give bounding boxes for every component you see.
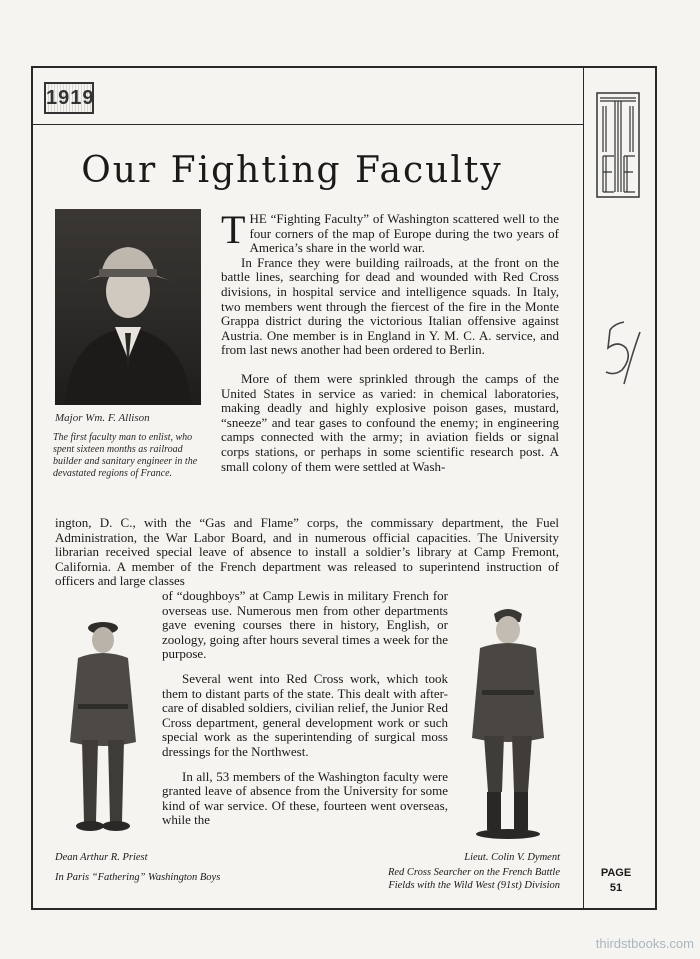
page-number-block — [596, 866, 636, 896]
photo-lieut-dyment — [468, 602, 548, 842]
paragraph-4: Several went into Red Cross work, which took them to distant parts of the state. This dealt with after-care of disabled soldiers, civilian relief, the Junior Red Cross department, general development work or such special work as the superintending of surgical moss dressings for the Northwest. — [162, 670, 448, 759]
handwritten-mark-text: 5 — [602, 318, 603, 319]
paragraph-5: In all, 53 members of the Washington faculty were granted leave of absence from the University for some kind of war service. Of these, fourteen went overseas, while the — [162, 768, 448, 828]
paragraph-3a: More of them were sprinkled through the camps of the United States in service as varied: in chemical laboratories, making deadly and highly explosive poison gases, mustard, “sneeze” and tear gases to confound the enemy; in engineering camps connected with the army; in aviation fields or signal corps stations, or perhaps in some scientific research post. A small colony of them were settled at Wash- — [221, 370, 559, 474]
watermark: thirdstbooks.com — [595, 936, 694, 951]
page-label: PAGE — [600, 867, 632, 879]
article-column-bottom — [162, 589, 448, 828]
page-number: 51 — [609, 882, 623, 894]
page-title: Our Fighting Faculty — [81, 150, 503, 191]
paragraph-3c: of “doughboys” at Camp Lewis in military French for overseas use. Numerous men from other departments gave evening courses there in history, English, or zoology, going after hours several times a week for the purpose. — [162, 588, 448, 662]
portrait-figure — [55, 209, 201, 405]
article-column-top — [221, 207, 559, 474]
caption-dyment-name: Lieut. Colin V. Dyment — [464, 852, 560, 863]
portrait-allison — [55, 209, 201, 405]
caption-dyment-line1: Red Cross Searcher on the French Battle — [387, 867, 560, 878]
drop-cap: T — [221, 207, 246, 252]
handwritten-page-mark — [602, 318, 642, 388]
tyee-logo — [596, 92, 640, 198]
header-rule — [31, 124, 583, 125]
year-badge: 1919 — [44, 82, 94, 114]
portrait-allison-caption: The first faculty man to enlist, who spent sixteen months as railroad builder and sanitary engineer in the devastated regions of France. — [53, 432, 198, 479]
caption-dyment-line2: Fields with the Wild West (91st) Division — [388, 880, 560, 891]
photo-dean-priest — [64, 612, 142, 838]
portrait-allison-name: Major Wm. F. Allison — [55, 412, 150, 424]
paragraph-2: In France they were building railroads, at the front on the battle lines, searching for dead and wounded with Red Cross divisions, in hospital service and intelligence squads. In Italy, two members went through the fiercest of the fire in the Monte Grappa district during the victorious Italian offensive against Austria. One member is in England in Y. M. C. A. service, and from last news another had been ordered to Berlin. — [221, 254, 559, 358]
caption-priest-text: In Paris “Fathering” Washington Boys — [55, 872, 221, 883]
paragraph-1 — [221, 207, 559, 256]
caption-priest-name: Dean Arthur R. Priest — [55, 852, 148, 863]
paragraph-3b: ington, D. C., with the “Gas and Flame” corps, the commissary department, the Fuel Administration, the War Labor Board, and in numerous official capacities. The University librarian received special leave of absence to install a soldier’s library at Camp Fremont, California. A member of the French department was released to superintend instruction of officers and large classes — [55, 515, 559, 589]
margin-rule — [583, 66, 584, 910]
paragraph-1-text: HE “Fighting Faculty” of Washington scattered well to the four corners of the map of Europe during the two years of America’s share in the world war. — [249, 211, 559, 256]
